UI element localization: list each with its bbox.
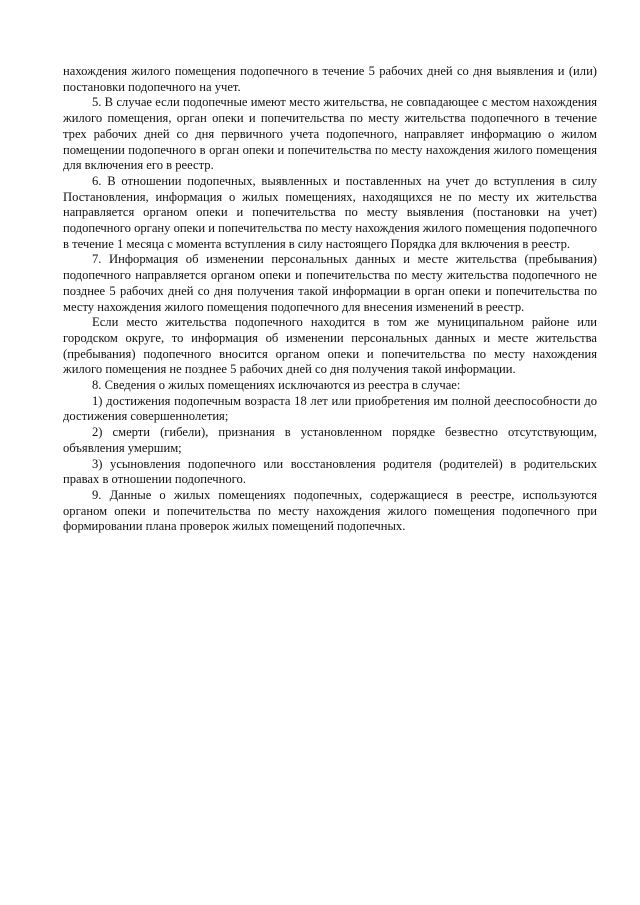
list-item-8-1: 1) достижения подопечным возраста 18 лет или приобретения им полной дееспособности до достижения совершеннолетия; [63,393,597,424]
list-item-8-2: 2) смерти (гибели), признания в установленном порядке безвестно отсутствующим, объявления умершим; [63,425,597,455]
paragraph-item-6: 6. В отношении подопечных, выявленных и поставленных на учет до вступления в силу Постановления, информация о жилых помещениях, находящихся не по месту их жительства направляется органом опеки и попечительства по месту выявления (постановки на учет) подопечного органу опеки и попечительства по месту нахождения жилого помещения подопечного в течение 1 месяца с момента вступления в силу настоящего Порядка для включения в реестр. [63,173,597,251]
paragraph-item-7-note: Если место жительства подопечного находится в том же муниципальном районе или городском округе, то информация об изменении персональных данных и месте жительства (пребывания) подопечного вносится органом опеки и попечительства по месту нахождения жилого помещения не позднее 5 рабочих дней со дня получения такой информации. [63,315,597,377]
paragraph-item-9: 9. Данные о жилых помещениях подопечных, содержащиеся в реестре, используются органом опеки и попечительства по месту нахождения жилого помещения подопечного при формировании плана проверок жилых помещений подопечных. [63,487,597,534]
paragraph-item-5: 5. В случае если подопечные имеют место жительства, не совпадающее с местом нахождения жилого помещения, орган опеки и попечительства по месту жительства подопечного в течение трех рабочих дней со дня первичного учета подопечного, направляет информацию о жилом помещении подопечного в орган опеки и попечительства по месту нахождения жилого помещения для включения его в реестр. [63,95,597,173]
paragraph-item-7: 7. Информация об изменении персональных данных и месте жительства (пребывания) подопечного направляется органом опеки и попечительства по месту жительства подопечного не позднее 5 рабочих дней со дня получения такой информации в орган опеки и попечительства по месту нахождения жилого помещения подопечного для внесения изменений в реестр. [63,252,597,314]
document-page [63,64,597,535]
list-item-8-3: 3) усыновления подопечного или восстановления родителя (родителей) в родительских правах в отношении подопечного. [63,456,597,487]
paragraph-continuation: нахождения жилого помещения подопечного в течение 5 рабочих дней со дня выявления и (или) постановки подопечного на учет. [63,64,597,94]
paragraph-item-8: 8. Сведения о жилых помещениях исключаются из реестра в случае: [92,378,461,393]
